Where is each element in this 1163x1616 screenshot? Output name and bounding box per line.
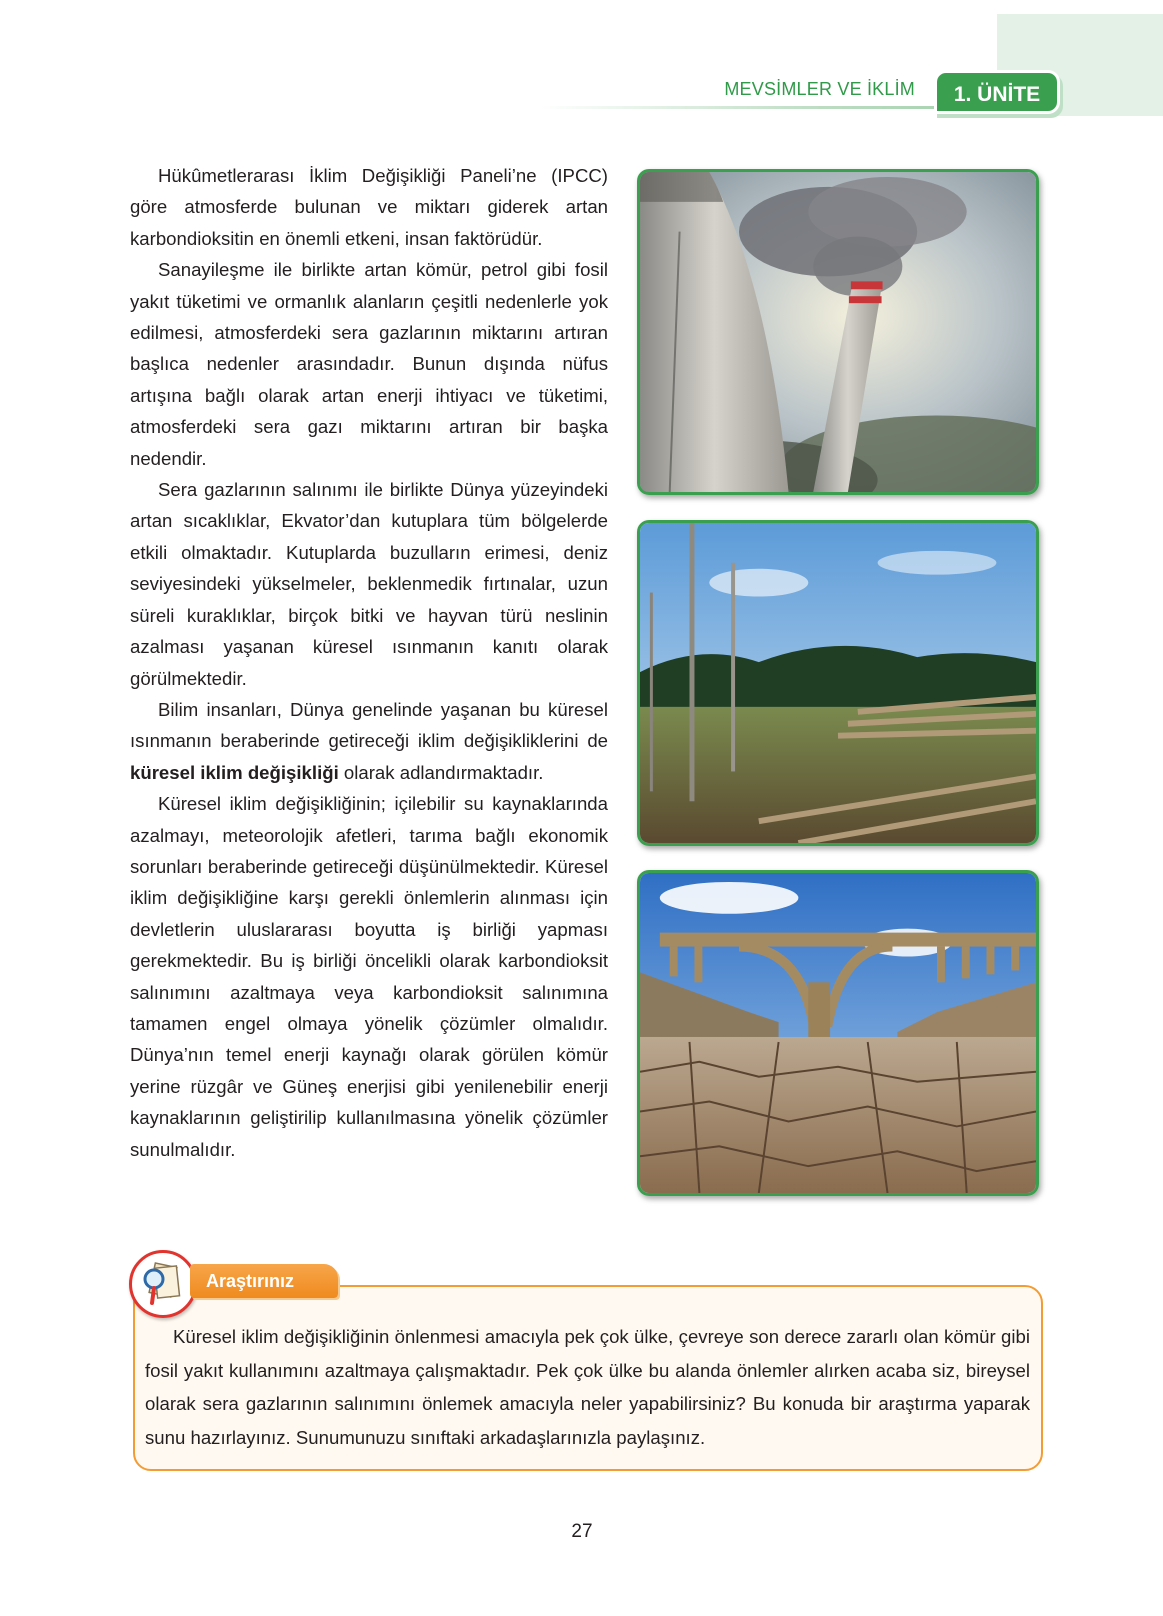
paragraph-5: Küresel iklim değişikliğinin; içilebilir su kaynaklarında azalmayı, meteorolojik afetleri, tarıma bağlı ekonomik sorunları beraberinde getireceği düşünülmektedir. Küresel iklim değişikliğine karşı gerekli önlemlerin alınması için devletlerin uluslararası boyutta iş birliği yapması gerekmektedir. Bu iş birliği öncelikli olarak karbondioksit salınımını azaltmaya veya karbondioksit salınımına tamamen engel olmaya yönelik çözümler olmalıdır. Dünya’nın temel enerji kaynağı olarak görülen kömür yerine rüzgâr ve Güneş enerjisi gibi yenilenebilir enerji kaynaklarının geliştirilip kullanılmasına yönelik çözümler sunulmalıdır. [130,793,608,1160]
research-tab: Araştırınız [190,1264,338,1298]
drought-illustration [640,873,1036,1193]
unit-badge: 1. ÜNİTE [934,70,1060,114]
research-paragraph: Küresel iklim değişikliğinin önlenmesi amacıyla pek çok ülke, çevreye son derece zararlı olan kömür gibi fosil yakıt kullanımını azaltmaya çalışmaktadır. Pek çok ülke bu alanda önlemler alırken acaba siz, bireysel olarak sera gazlarının salınımını önlemek amacıyla neler yapabilirsiniz? Bu konuda bir araştırma yaparak sunu hazırlayınız. Sunumunuzu sınıftaki arkadaşlarınızla paylaşınız. [145,1326,1030,1448]
deforestation-illustration [640,523,1036,843]
main-text [130,160,608,1165]
research-icon [129,1250,197,1318]
photo-deforestation [637,520,1039,846]
paragraph-2: Sanayileşme ile birlikte artan kömür, petrol gibi fosil yakıt tüketimi ve ormanlık alanların çeşitli nedenlerle yok edilmesi, atmosferdeki sera gazlarının miktarını artıran başlıca nedenler arasındadır. Bunun dışında nüfus artışına bağlı olarak artan enerji ihtiyacı ve tüketimi, atmosferdeki sera gazı miktarını artıran bir başka nedendir. [130,259,608,469]
paragraph-4-start: Bilim insanları, Dünya genelinde yaşanan bu küresel ısınmanın beraberinde getireceği iklim değişikliklerini de [130,698,608,752]
magnifier-documents-icon [132,1253,194,1315]
paragraph-3: Sera gazlarının salınımı ile birlikte Dünya yüzeyindeki artan sıcaklıklar, Ekvator’dan kutuplara tüm bölgelerde etkili olmaktadır. Kutuplarda buzulların erimesi, deniz seviyesindeki yükselmeler, beklenmedik fırtınalar, uzun süreli kuraklıklar, birçok bitki ve hayvan türü neslinin azalması yaşanan küresel ısınmanın kanıtı olarak görülmektedir. [130,479,608,689]
photo-power-plant [637,169,1039,495]
paragraph-4-end: olarak adlandırmaktadır. [338,761,544,783]
page-number: 27 [571,1521,593,1542]
paragraph-1: Hükûmetlerarası İklim Değişikliği Paneli’ne (IPCC) göre atmosferde bulunan ve miktarı giderek artan karbondioksitin en önemli etkeni, insan faktörüdür. [130,165,608,249]
photo-drought [637,870,1039,1196]
power-plant-illustration [640,172,1036,492]
chapter-title: MEVSİMLER VE İKLİM [724,79,915,99]
paragraph-4 [130,694,608,788]
research-text [145,1320,1030,1454]
key-term: küresel iklim değişikliği [130,761,339,783]
